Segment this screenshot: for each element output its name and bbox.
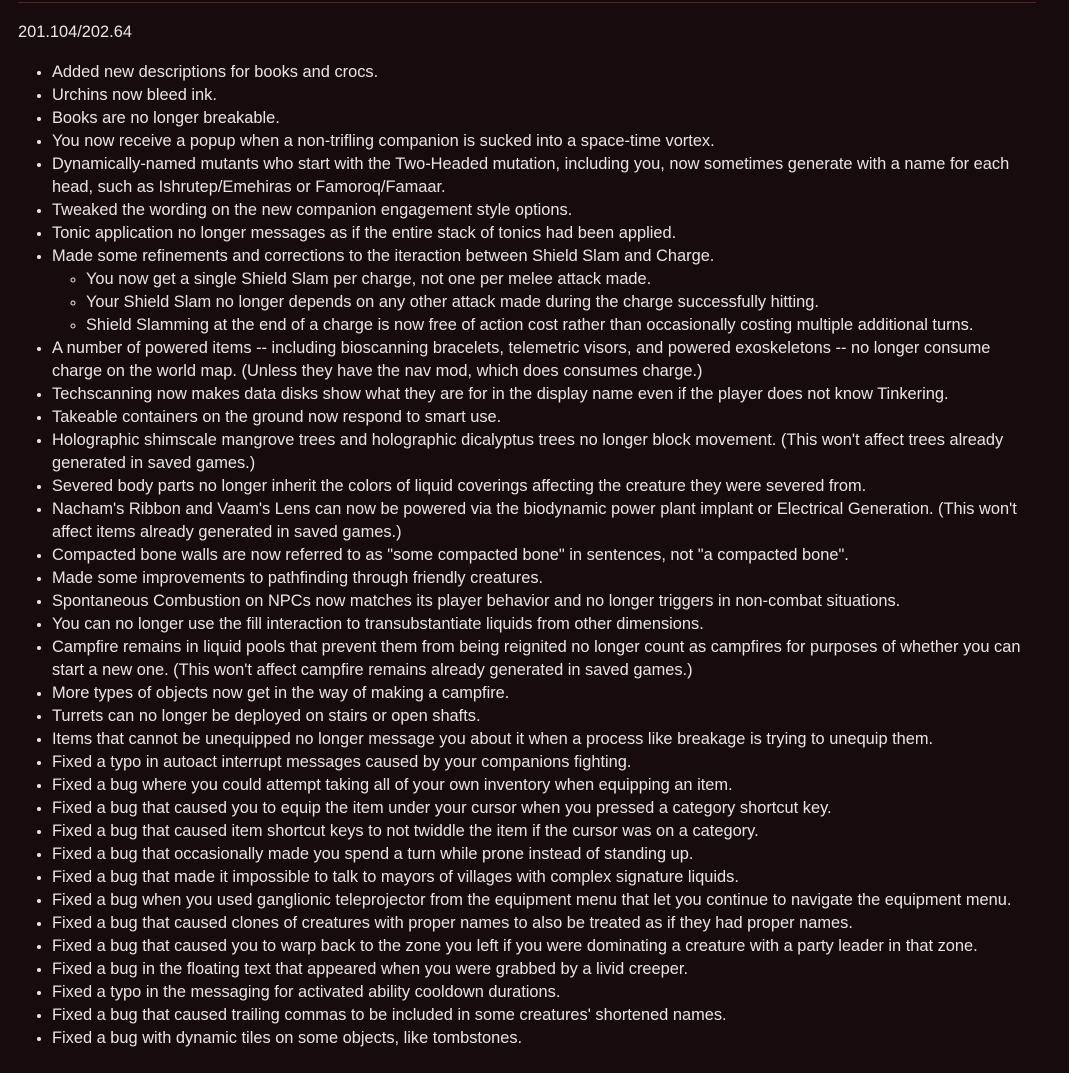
changelog-item-text: Spontaneous Combustion on NPCs now matches its player behavior and no longer triggers in non-combat situations.: [52, 592, 901, 610]
changelog-sublist: [52, 268, 1041, 337]
changelog-item-text: Fixed a typo in the messaging for activated ability cooldown durations.: [52, 983, 561, 1001]
changelog-item: [52, 705, 1069, 728]
changelog-item-text: Takeable containers on the ground now respond to smart use.: [52, 408, 502, 426]
changelog-item-text: You now receive a popup when a non-trifling companion is sucked into a space-time vortex.: [52, 132, 715, 150]
changelog-item: [52, 567, 1069, 590]
changelog-item-text: Tonic application no longer messages as if the entire stack of tonics had been applied.: [52, 224, 677, 242]
changelog-item: [52, 613, 1069, 636]
changelog-item-text: Fixed a bug that occasionally made you spend a turn while prone instead of standing up.: [52, 845, 694, 863]
changelog-item-text: Fixed a bug that made it impossible to talk to mayors of villages with complex signature liquids.: [52, 868, 739, 886]
changelog-item-text: Urchins now bleed ink.: [52, 86, 217, 104]
changelog-item: [52, 1027, 1069, 1050]
changelog-item: [52, 797, 1069, 820]
changelog-item: [52, 751, 1069, 774]
changelog-item-text: Severed body parts no longer inherit the colors of liquid coverings affecting the creature they were severed from.: [52, 477, 867, 495]
changelog-item-text: Turrets can no longer be deployed on stairs or open shafts.: [52, 707, 481, 725]
changelog-item: [52, 958, 1069, 981]
changelog-item: [52, 199, 1069, 222]
changelog-item: [52, 406, 1069, 429]
changelog-item: [52, 728, 1069, 751]
changelog-item: [52, 107, 1069, 130]
changelog-item-text: Added new descriptions for books and crocs.: [52, 63, 379, 81]
changelog-item-text: Holographic shimscale mangrove trees and holographic dicalyptus trees no longer block movement. (This won't affect trees already generated in saved games.): [52, 431, 1004, 472]
changelog-item-text: You can no longer use the fill interaction to transubstantiate liquids from other dimensions.: [52, 615, 704, 633]
changelog-item-text: Made some refinements and corrections to the iteraction between Shield Slam and Charge.: [52, 247, 715, 265]
changelog-item: [52, 981, 1069, 1004]
changelog-item-text: Fixed a bug when you used ganglionic teleprojector from the equipment menu that let you continue to navigate the equipment menu.: [52, 891, 1012, 909]
changelog-list: [0, 61, 1069, 1050]
changelog-subitem: ◦ Your Shield Slam no longer depends on any other attack made during the charge successfully hitting.: [86, 291, 1041, 314]
changelog-item: [52, 912, 1069, 935]
changelog-item: [52, 843, 1069, 866]
changelog-item-text: Nacham's Ribbon and Vaam's Lens can now be powered via the biodynamic power plant implant or Electrical Generation. (This won't affect items already generated in saved games.): [52, 500, 1017, 541]
changelog-item: [52, 130, 1069, 153]
changelog-item-text: Campfire remains in liquid pools that prevent them from being reignited no longer count as campfires for purposes of whether you can start a new one. (This won't affect campfire remains already generated in saved games.): [52, 638, 1021, 679]
changelog-item: [52, 475, 1069, 498]
top-divider: [18, 2, 1036, 3]
changelog-item: [52, 337, 1069, 383]
changelog-item-text: Made some improvements to pathfinding through friendly creatures.: [52, 569, 544, 587]
version-heading: 201.104/202.64: [18, 23, 132, 41]
changelog-item: [52, 866, 1069, 889]
changelog-item: [52, 935, 1069, 958]
changelog-item: [52, 498, 1069, 544]
changelog-item-text: More types of objects now get in the way of making a campfire.: [52, 684, 510, 702]
changelog-item: [52, 222, 1069, 245]
changelog-item-text: Techscanning now makes data disks show what they are for in the display name even if the player does not know Tinkering.: [52, 385, 949, 403]
changelog-item: [52, 636, 1069, 682]
changelog-item: [52, 245, 1069, 337]
changelog-item-text: Fixed a bug that caused trailing commas to be included in some creatures' shortened names.: [52, 1006, 727, 1024]
changelog-item: [52, 820, 1069, 843]
changelog-item-text: Fixed a bug that caused clones of creatures with proper names to also be treated as if they had proper names.: [52, 914, 853, 932]
changelog-item-text: Dynamically-named mutants who start with the Two-Headed mutation, including you, now sometimes generate with a name for each head, such as Ishrutep/Emehiras or Famoroq/Famaar.: [52, 155, 1010, 196]
changelog-item-text: Tweaked the wording on the new companion engagement style options.: [52, 201, 573, 219]
changelog-item: [52, 84, 1069, 107]
changelog-item-text: Compacted bone walls are now referred to as "some compacted bone" in sentences, not "a compacted bone".: [52, 546, 849, 564]
changelog-item: [52, 682, 1069, 705]
changelog-item-text: Fixed a bug where you could attempt taking all of your own inventory when equipping an item.: [52, 776, 733, 794]
changelog-item: [52, 590, 1069, 613]
changelog-item: [52, 1004, 1069, 1027]
changelog-item: [52, 383, 1069, 406]
changelog-item: [52, 153, 1069, 199]
changelog-item: [52, 544, 1069, 567]
changelog-item-text: Fixed a bug with dynamic tiles on some objects, like tombstones.: [52, 1029, 523, 1047]
changelog-item-text: A number of powered items -- including bioscanning bracelets, telemetric visors, and powered exoskeletons -- no longer consume charge on the world map. (Unless they have the nav mod, which does consumes charge.): [52, 339, 991, 380]
changelog-item: [52, 889, 1069, 912]
changelog-item: [52, 61, 1069, 84]
changelog-item: [52, 774, 1069, 797]
changelog-item-text: Fixed a typo in autoact interrupt messages caused by your companions fighting.: [52, 753, 632, 771]
changelog-item-text: Fixed a bug in the floating text that appeared when you were grabbed by a livid creeper.: [52, 960, 689, 978]
changelog-subitem: ◦ You now get a single Shield Slam per charge, not one per melee attack made.: [86, 268, 1041, 291]
changelog-item-text: Books are no longer breakable.: [52, 109, 280, 127]
changelog-item: [52, 429, 1069, 475]
changelog-item-text: Items that cannot be unequipped no longer message you about it when a process like breakage is trying to unequip them.: [52, 730, 934, 748]
changelog-item-text: Fixed a bug that caused item shortcut keys to not twiddle the item if the cursor was on a category.: [52, 822, 759, 840]
changelog-item-text: Fixed a bug that caused you to equip the item under your cursor when you pressed a category shortcut key.: [52, 799, 832, 817]
changelog-item-text: Fixed a bug that caused you to warp back to the zone you left if you were dominating a creature with a party leader in that zone.: [52, 937, 978, 955]
changelog-subitem: ◦ Shield Slamming at the end of a charge is now free of action cost rather than occasionally costing multiple additional turns.: [86, 314, 1041, 337]
